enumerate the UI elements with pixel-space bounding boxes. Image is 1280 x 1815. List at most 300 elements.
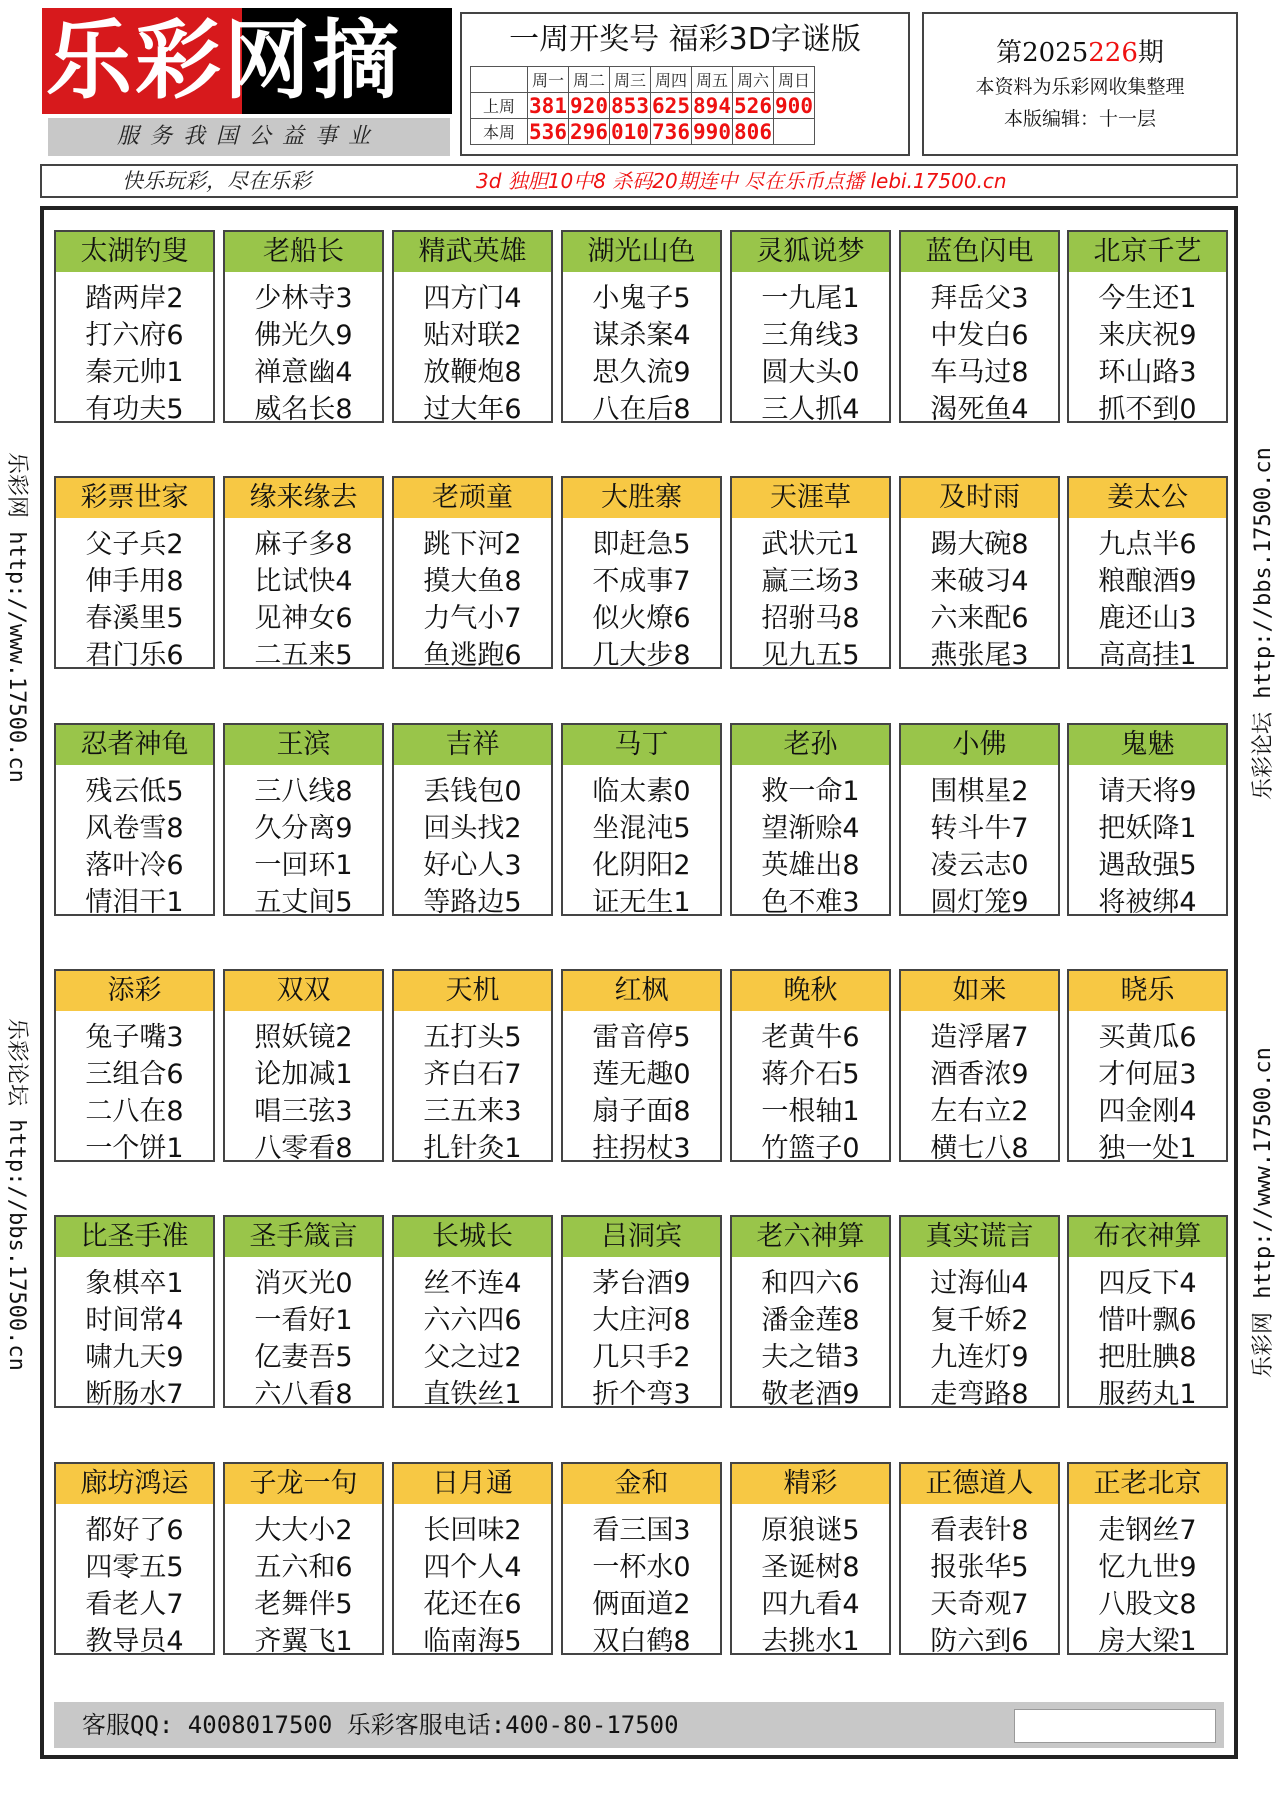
riddle-line: 齐白石7 (423, 1059, 522, 1090)
riddle-line: 拜岳父3 (930, 283, 1029, 314)
riddle-author: 比圣手准 (56, 1217, 213, 1257)
riddle-line: 鱼逃跑6 (423, 640, 522, 671)
riddle-line: 少林寺3 (254, 283, 353, 314)
draw-number: 536 (529, 119, 567, 144)
riddle-author: 廊坊鸿运 (56, 1464, 213, 1504)
riddle-lines (394, 1512, 551, 1660)
riddle-line: 证无生1 (592, 887, 691, 918)
riddle-author: 日月通 (394, 1464, 551, 1504)
riddle-line: 赢三场3 (761, 566, 860, 597)
riddle-author: 忍者神龟 (56, 725, 213, 765)
riddle-lines (901, 1265, 1058, 1413)
riddle-line: 造浮屠7 (930, 1022, 1029, 1053)
riddle-line: 情泪干1 (85, 887, 184, 918)
riddle-cell (392, 230, 553, 423)
riddle-lines (225, 1265, 382, 1413)
riddle-line: 象棋卒1 (85, 1268, 184, 1299)
riddle-line: 四零五5 (85, 1552, 184, 1583)
footer-blank-box (1014, 1709, 1216, 1743)
riddle-line: 俩面道2 (592, 1589, 691, 1620)
riddle-line: 唱三弦3 (254, 1096, 353, 1127)
riddle-line: 齐翼飞1 (254, 1626, 353, 1657)
riddle-line: 买黄瓜6 (1098, 1022, 1197, 1053)
riddle-line: 教导员4 (85, 1626, 184, 1657)
riddle-line: 摸大鱼8 (423, 566, 522, 597)
riddle-cell (1067, 230, 1228, 423)
riddle-author: 彩票世家 (56, 478, 213, 518)
riddle-line: 久分离9 (254, 813, 353, 844)
riddle-cell (392, 1215, 553, 1408)
riddle-line: 望渐赊4 (761, 813, 860, 844)
riddle-line: 转斗牛7 (930, 813, 1029, 844)
riddle-line: 二五来5 (254, 640, 353, 671)
draw-number: 736 (652, 119, 690, 144)
riddle-line: 中发白6 (930, 320, 1029, 351)
riddle-author: 灵狐说梦 (732, 232, 889, 272)
riddle-lines (1069, 280, 1226, 428)
riddle-cell (899, 723, 1060, 916)
riddle-author: 精武英雄 (394, 232, 551, 272)
riddle-line: 春溪里5 (85, 603, 184, 634)
riddle-line: 把肚腆8 (1098, 1342, 1197, 1373)
side-text-left-bottom[interactable]: 乐彩论坛 http://bbs.17500.cn (4, 1018, 29, 1371)
riddle-lines (56, 280, 213, 428)
riddle-line: 父之过2 (423, 1342, 522, 1373)
riddle-lines (56, 1019, 213, 1167)
riddle-line: 高高挂1 (1098, 640, 1197, 671)
riddle-author: 小佛 (901, 725, 1058, 765)
riddle-line: 亿妻吾5 (254, 1342, 353, 1373)
riddle-line: 消灭光0 (254, 1268, 353, 1299)
riddle-lines (732, 773, 889, 921)
riddle-cell (223, 969, 384, 1162)
draw-number: 900 (775, 93, 813, 118)
riddle-line: 论加减1 (254, 1059, 353, 1090)
riddle-line: 坐混沌5 (592, 813, 691, 844)
riddle-line: 招驸马8 (761, 603, 860, 634)
riddle-author: 鬼魅 (1069, 725, 1226, 765)
riddle-cell (54, 1462, 215, 1655)
riddle-author: 天机 (394, 971, 551, 1011)
riddle-line: 三八线8 (254, 776, 353, 807)
riddle-line: 丢钱包0 (423, 776, 522, 807)
riddle-line: 踢大碗8 (930, 529, 1029, 560)
compiled-note: 本资料为乐彩网收集整理 (975, 76, 1185, 98)
riddle-cell (54, 230, 215, 423)
riddle-lines (1069, 1265, 1226, 1413)
riddle-line: 潘金莲8 (761, 1305, 860, 1336)
riddle-line: 风卷雪8 (85, 813, 184, 844)
ticker-slogan: 快乐玩彩，尽在乐彩 (122, 169, 311, 193)
riddle-cell (730, 1215, 891, 1408)
riddle-line: 老舞伴5 (254, 1589, 353, 1620)
riddle-line: 威名长8 (254, 394, 353, 425)
riddle-line: 放鞭炮8 (423, 357, 522, 388)
riddle-line: 力气小7 (423, 603, 522, 634)
riddle-line: 照妖镜2 (254, 1022, 353, 1053)
riddle-author: 天涯草 (732, 478, 889, 518)
last-week-label: 上周 (471, 93, 528, 119)
riddle-line: 圆大头0 (761, 357, 860, 388)
riddle-lines (563, 526, 720, 674)
riddle-line: 二八在8 (85, 1096, 184, 1127)
riddle-line: 车马过8 (930, 357, 1029, 388)
draw-number: 625 (652, 93, 690, 118)
riddle-line: 麻子多8 (254, 529, 353, 560)
riddle-cell (392, 969, 553, 1162)
riddle-line: 武状元1 (761, 529, 860, 560)
side-text-left-top[interactable]: 乐彩网 http://www.17500.cn (4, 452, 29, 783)
riddle-cell (561, 1215, 722, 1408)
days-header-row (471, 67, 815, 93)
riddle-author: 姜太公 (1069, 478, 1226, 518)
riddle-lines (901, 280, 1058, 428)
riddle-line: 走钢丝7 (1098, 1515, 1197, 1546)
riddle-line: 见神女6 (254, 603, 353, 634)
riddle-line: 和四六6 (761, 1268, 860, 1299)
riddle-line: 来庆祝9 (1098, 320, 1197, 351)
edition-title: 一周开奖号 福彩3D字谜版 (509, 22, 861, 57)
riddle-lines (56, 526, 213, 674)
draw-number: 010 (611, 119, 649, 144)
riddle-author: 太湖钓叟 (56, 232, 213, 272)
riddle-cell (223, 230, 384, 423)
riddle-line: 蒋介石5 (761, 1059, 860, 1090)
riddle-cell (54, 969, 215, 1162)
riddle-lines (394, 773, 551, 921)
riddle-cell (730, 969, 891, 1162)
riddle-lines (1069, 773, 1226, 921)
draw-number: 296 (570, 119, 608, 144)
riddle-cell (54, 476, 215, 669)
riddle-line: 三角线3 (761, 320, 860, 351)
riddle-cell (392, 476, 553, 669)
issue-value: 226 (1088, 38, 1138, 68)
riddle-cell (223, 723, 384, 916)
riddle-cell (392, 1462, 553, 1655)
riddle-line: 圣诞树8 (761, 1552, 860, 1583)
riddle-line: 大庄河8 (592, 1305, 691, 1336)
riddle-line: 君门乐6 (85, 640, 184, 671)
riddle-lines (394, 526, 551, 674)
riddle-author: 圣手箴言 (225, 1217, 382, 1257)
riddle-line: 一回环1 (254, 850, 353, 881)
riddle-line: 八在后8 (592, 394, 691, 425)
riddle-cell (1067, 476, 1228, 669)
riddle-line: 四方门4 (423, 283, 522, 314)
riddle-line: 老黄牛6 (761, 1022, 860, 1053)
day-header: 周五 (692, 67, 733, 93)
riddle-line: 花还在6 (423, 1589, 522, 1620)
riddle-line: 四金刚4 (1098, 1096, 1197, 1127)
riddle-line: 长回味2 (423, 1515, 522, 1546)
draw-number: 894 (693, 93, 731, 118)
riddle-lines (225, 526, 382, 674)
riddle-author: 精彩 (732, 1464, 889, 1504)
riddle-line: 踏两岸2 (85, 283, 184, 314)
riddle-line: 今生还1 (1098, 283, 1197, 314)
riddle-line: 佛光久9 (254, 320, 353, 351)
riddle-author: 添彩 (56, 971, 213, 1011)
riddle-line: 双白鹤8 (592, 1626, 691, 1657)
riddle-line: 把妖降1 (1098, 813, 1197, 844)
editor-line: 本版编辑：十一层 (1003, 108, 1156, 130)
slogan: 服务我国公益事业 (116, 124, 381, 149)
riddle-line: 莲无趣0 (592, 1059, 691, 1090)
riddle-line: 独一处1 (1098, 1133, 1197, 1164)
riddle-line: 六六四6 (423, 1305, 522, 1336)
corner-cell (471, 67, 528, 93)
riddle-line: 时间常4 (85, 1305, 184, 1336)
riddle-line: 断肠水7 (85, 1379, 184, 1410)
riddle-line: 看三国3 (592, 1515, 691, 1546)
riddle-line: 五丈间5 (254, 887, 353, 918)
riddle-line: 六来配6 (930, 603, 1029, 634)
riddle-line: 渴死鱼4 (930, 394, 1029, 425)
riddle-line: 抓不到0 (1098, 394, 1197, 425)
riddle-lines (225, 773, 382, 921)
riddle-lines (1069, 526, 1226, 674)
riddle-line: 八零看8 (254, 1133, 353, 1164)
riddle-line: 父子兵2 (85, 529, 184, 560)
riddle-author: 北京千艺 (1069, 232, 1226, 272)
this-week-label: 本周 (471, 119, 528, 145)
riddle-cell (561, 230, 722, 423)
riddle-author: 子龙一句 (225, 1464, 382, 1504)
side-text-right-bottom[interactable]: 乐彩网 http://www.17500.cn (1251, 1047, 1276, 1378)
riddle-lines (394, 1265, 551, 1413)
riddle-line: 酒香浓9 (930, 1059, 1029, 1090)
riddle-line: 即赶急5 (592, 529, 691, 560)
riddle-line: 五打头5 (423, 1022, 522, 1053)
riddle-author: 吕洞宾 (563, 1217, 720, 1257)
riddle-author: 晓乐 (1069, 971, 1226, 1011)
riddle-line: 打六府6 (85, 320, 184, 351)
riddle-line: 凌云志0 (930, 850, 1029, 881)
riddle-line: 有功夫5 (85, 394, 184, 425)
riddle-line: 请天将9 (1098, 776, 1197, 807)
riddle-line: 临太素0 (592, 776, 691, 807)
draw-number: 990 (693, 119, 731, 144)
riddle-line: 走弯路8 (930, 1379, 1029, 1410)
riddle-line: 见九五5 (761, 640, 860, 671)
riddle-line: 惜叶飘6 (1098, 1305, 1197, 1336)
riddle-cell (54, 1215, 215, 1408)
riddle-line: 五六和6 (254, 1552, 353, 1583)
riddle-lines (225, 280, 382, 428)
riddle-line: 几只手2 (592, 1342, 691, 1373)
this-week-row (471, 119, 815, 145)
riddle-line: 忆九世9 (1098, 1552, 1197, 1583)
riddle-author: 大胜寨 (563, 478, 720, 518)
riddle-lines (901, 1512, 1058, 1660)
riddle-line: 折个弯3 (592, 1379, 691, 1410)
riddle-line: 遇敌强5 (1098, 850, 1197, 881)
riddle-author: 湖光山色 (563, 232, 720, 272)
riddle-lines (901, 1019, 1058, 1167)
riddle-line: 好心人3 (423, 850, 522, 881)
riddle-cell (1067, 723, 1228, 916)
riddle-author: 长城长 (394, 1217, 551, 1257)
riddle-author: 双双 (225, 971, 382, 1011)
riddle-cell (561, 723, 722, 916)
riddle-line: 落叶冷6 (85, 850, 184, 881)
riddle-line: 化阴阳2 (592, 850, 691, 881)
riddle-line: 四反下4 (1098, 1268, 1197, 1299)
riddle-author: 缘来缘去 (225, 478, 382, 518)
weekly-draw-table (470, 66, 815, 145)
riddle-author: 及时雨 (901, 478, 1058, 518)
riddle-line: 思久流9 (592, 357, 691, 388)
riddle-author: 正老北京 (1069, 1464, 1226, 1504)
draw-number: 853 (611, 93, 649, 118)
riddle-line: 横七八8 (930, 1133, 1029, 1164)
riddle-line: 啸九天9 (85, 1342, 184, 1373)
riddle-cell (54, 723, 215, 916)
riddle-lines (56, 773, 213, 921)
riddle-line: 小鬼子5 (592, 283, 691, 314)
riddle-line: 报张华5 (930, 1552, 1029, 1583)
day-header: 周六 (733, 67, 774, 93)
riddle-lines (563, 280, 720, 428)
riddle-line: 燕张尾3 (930, 640, 1029, 671)
riddle-line: 扇子面8 (592, 1096, 691, 1127)
riddle-line: 兔子嘴3 (85, 1022, 184, 1053)
riddle-author: 吉祥 (394, 725, 551, 765)
riddle-lines (394, 1019, 551, 1167)
riddle-line: 粮酿酒9 (1098, 566, 1197, 597)
riddle-line: 六八看8 (254, 1379, 353, 1410)
riddle-line: 一看好1 (254, 1305, 353, 1336)
ticker-promo-link[interactable]: 3d 独胆10中8 杀码20期连中 尽在乐币点播 lebi.17500.cn (476, 169, 1007, 193)
riddle-line: 九点半6 (1098, 529, 1197, 560)
riddle-lines (732, 280, 889, 428)
riddle-line: 回头找2 (423, 813, 522, 844)
riddle-line: 天奇观7 (930, 1589, 1029, 1620)
riddle-cell (561, 476, 722, 669)
riddle-line: 贴对联2 (423, 320, 522, 351)
riddle-line: 四九看4 (761, 1589, 860, 1620)
riddle-line: 看老人7 (85, 1589, 184, 1620)
riddle-author: 蓝色闪电 (901, 232, 1058, 272)
draw-number: 526 (734, 93, 772, 118)
riddle-line: 过海仙4 (930, 1268, 1029, 1299)
riddle-lines (732, 1512, 889, 1660)
riddle-line: 环山路3 (1098, 357, 1197, 388)
riddle-author: 正德道人 (901, 1464, 1058, 1504)
riddle-lines (563, 773, 720, 921)
riddle-cell (223, 476, 384, 669)
riddle-line: 过大年6 (423, 394, 522, 425)
riddle-cell (1067, 1462, 1228, 1655)
day-header: 周日 (774, 67, 815, 93)
issue-number (924, 32, 1236, 69)
day-header: 周四 (651, 67, 692, 93)
draw-number: 381 (529, 93, 567, 118)
riddle-author: 老六神算 (732, 1217, 889, 1257)
riddle-line: 圆灯笼9 (930, 887, 1029, 918)
riddle-cell (899, 230, 1060, 423)
riddle-line: 围棋星2 (930, 776, 1029, 807)
riddle-line: 原狼谜5 (761, 1515, 860, 1546)
site-logo: 乐彩网摘 (46, 11, 402, 111)
riddle-lines (901, 526, 1058, 674)
riddle-lines (563, 1512, 720, 1660)
riddle-cell (730, 476, 891, 669)
riddle-line: 看表针8 (930, 1515, 1029, 1546)
riddle-line: 一九尾1 (761, 283, 860, 314)
riddle-lines (563, 1019, 720, 1167)
riddle-cell (899, 969, 1060, 1162)
riddle-author: 真实谎言 (901, 1217, 1058, 1257)
riddle-cell (1067, 969, 1228, 1162)
riddle-line: 来破习4 (930, 566, 1029, 597)
riddle-line: 秦元帅1 (85, 357, 184, 388)
riddle-line: 色不难3 (761, 887, 860, 918)
riddle-lines (1069, 1512, 1226, 1660)
customer-service-info: 客服QQ: 4008017500 乐彩客服电话:400-80-17500 (82, 1711, 679, 1739)
riddle-line: 直铁丝1 (423, 1379, 522, 1410)
riddle-line: 比试快4 (254, 566, 353, 597)
riddle-author: 如来 (901, 971, 1058, 1011)
riddle-line: 鹿还山3 (1098, 603, 1197, 634)
riddle-author: 王滨 (225, 725, 382, 765)
side-text-right-top[interactable]: 乐彩论坛 http://bbs.17500.cn (1251, 447, 1276, 800)
riddle-cell (730, 1462, 891, 1655)
riddle-line: 敬老酒9 (761, 1379, 860, 1410)
riddle-line: 救一命1 (761, 776, 860, 807)
riddle-cell (899, 476, 1060, 669)
riddle-line: 雷音停5 (592, 1022, 691, 1053)
riddle-line: 一个饼1 (85, 1133, 184, 1164)
riddle-line: 将被绑4 (1098, 887, 1197, 918)
riddle-line: 四个人4 (423, 1552, 522, 1583)
issue-suffix: 期 (1137, 38, 1164, 68)
issue-prefix: 第2025 (996, 38, 1089, 68)
riddle-line: 茅台酒9 (592, 1268, 691, 1299)
riddle-line: 英雄出8 (761, 850, 860, 881)
riddle-line: 伸手用8 (85, 566, 184, 597)
riddle-lines (732, 526, 889, 674)
riddle-cell (1067, 1215, 1228, 1408)
riddle-line: 才何屈3 (1098, 1059, 1197, 1090)
riddle-author: 晚秋 (732, 971, 889, 1011)
riddle-author: 马丁 (563, 725, 720, 765)
riddle-lines (1069, 1019, 1226, 1167)
riddle-line: 夫之错3 (761, 1342, 860, 1373)
riddle-line: 三人抓4 (761, 394, 860, 425)
riddle-line: 拄拐杖3 (592, 1133, 691, 1164)
riddle-lines (901, 773, 1058, 921)
last-week-row (471, 93, 815, 119)
riddle-line: 复千娇2 (930, 1305, 1029, 1336)
riddle-line: 九连灯9 (930, 1342, 1029, 1373)
riddle-author: 老船长 (225, 232, 382, 272)
riddle-line: 禅意幽4 (254, 357, 353, 388)
riddle-lines (732, 1019, 889, 1167)
riddle-line: 几大步8 (592, 640, 691, 671)
draw-number (774, 119, 815, 145)
riddle-line: 谋杀案4 (592, 320, 691, 351)
riddle-line: 似火燎6 (592, 603, 691, 634)
riddle-cell (223, 1462, 384, 1655)
draw-number: 920 (570, 93, 608, 118)
riddle-cell (899, 1215, 1060, 1408)
riddle-cell (730, 723, 891, 916)
riddle-line: 一根轴1 (761, 1096, 860, 1127)
riddle-cell (730, 230, 891, 423)
riddle-line: 去挑水1 (761, 1626, 860, 1657)
